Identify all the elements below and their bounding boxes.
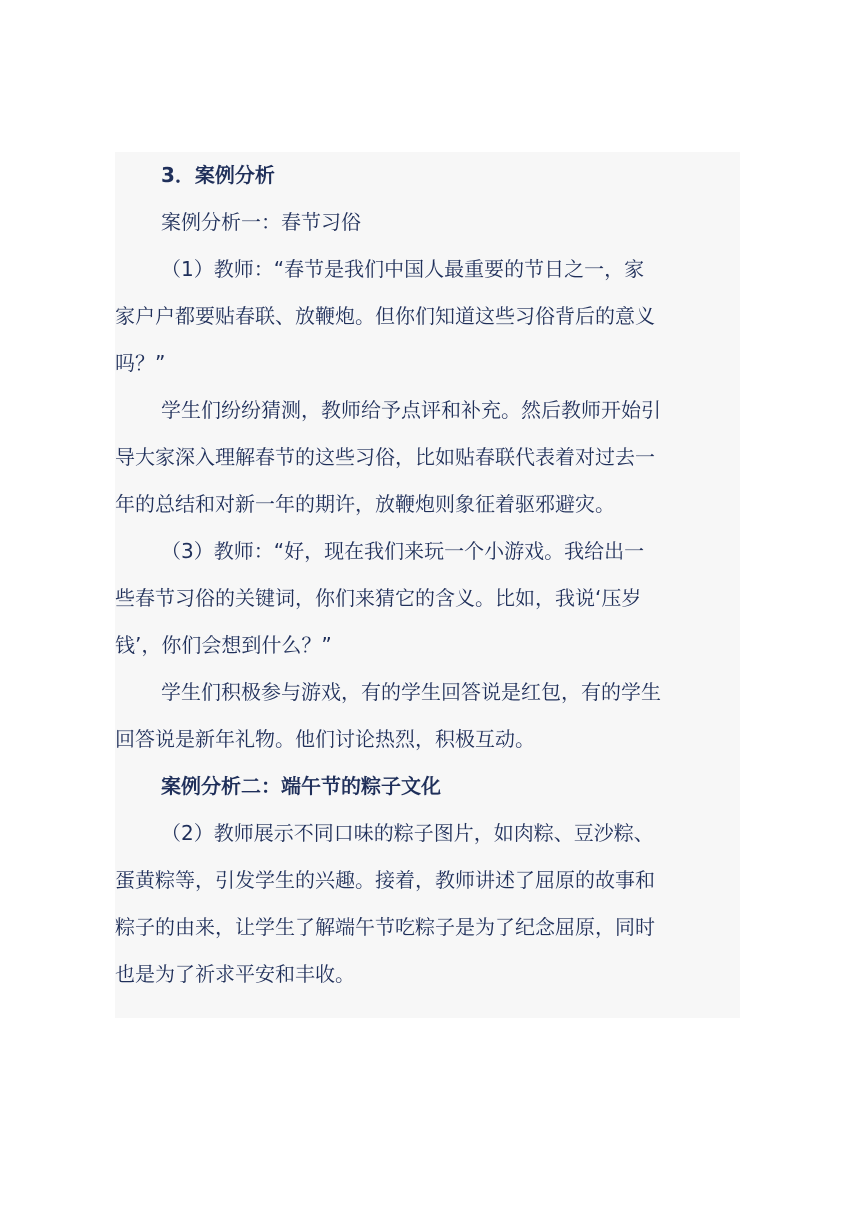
paragraph-3-line-3: 钱’，你们会想到什么？” — [115, 633, 332, 657]
document-text — [115, 152, 740, 998]
paragraph-5-line-2: 蛋黄粽等，引发学生的兴趣。接着，教师讲述了屈原的故事和 — [115, 868, 655, 892]
paragraph-1-line-1: （1）教师：“春节是我们中国人最重要的节日之一，家 — [161, 257, 645, 281]
paragraph-2-line-2: 导大家深入理解春节的这些习俗，比如贴春联代表着对过去一 — [115, 445, 655, 469]
paragraph-4-line-2: 回答说是新年礼物。他们讨论热烈，积极互动。 — [115, 727, 535, 751]
paragraph-2-line-3: 年的总结和对新一年的期许，放鞭炮则象征着驱邪避灾。 — [115, 492, 615, 516]
section-heading: 3．案例分析 — [161, 163, 275, 187]
paragraph-4-line-1: 学生们积极参与游戏，有的学生回答说是红包，有的学生 — [161, 680, 661, 704]
paragraph-5-line-1: （2）教师展示不同口味的粽子图片，如肉粽、豆沙粽、 — [161, 821, 654, 845]
paragraph-3-line-2: 些春节习俗的关键词，你们来猜它的含义。比如，我说‘压岁 — [115, 586, 642, 610]
paragraph-1-line-2: 家户户都要贴春联、放鞭炮。但你们知道这些习俗背后的意义 — [115, 304, 655, 328]
paragraph-5-line-4: 也是为了祈求平安和丰收。 — [115, 962, 355, 986]
paragraph-2-line-1: 学生们纷纷猜测，教师给予点评和补充。然后教师开始引 — [161, 398, 661, 422]
paragraph-3-line-1: （3）教师：“好，现在我们来玩一个小游戏。我给出一 — [161, 539, 645, 563]
paragraph-5-line-3: 粽子的由来，让学生了解端午节吃粽子是为了纪念屈原，同时 — [115, 915, 655, 939]
case-title-2: 案例分析二：端午节的粽子文化 — [161, 774, 441, 798]
case-title-1: 案例分析一：春节习俗 — [161, 210, 361, 234]
paragraph-1-line-3: 吗？” — [115, 351, 166, 375]
